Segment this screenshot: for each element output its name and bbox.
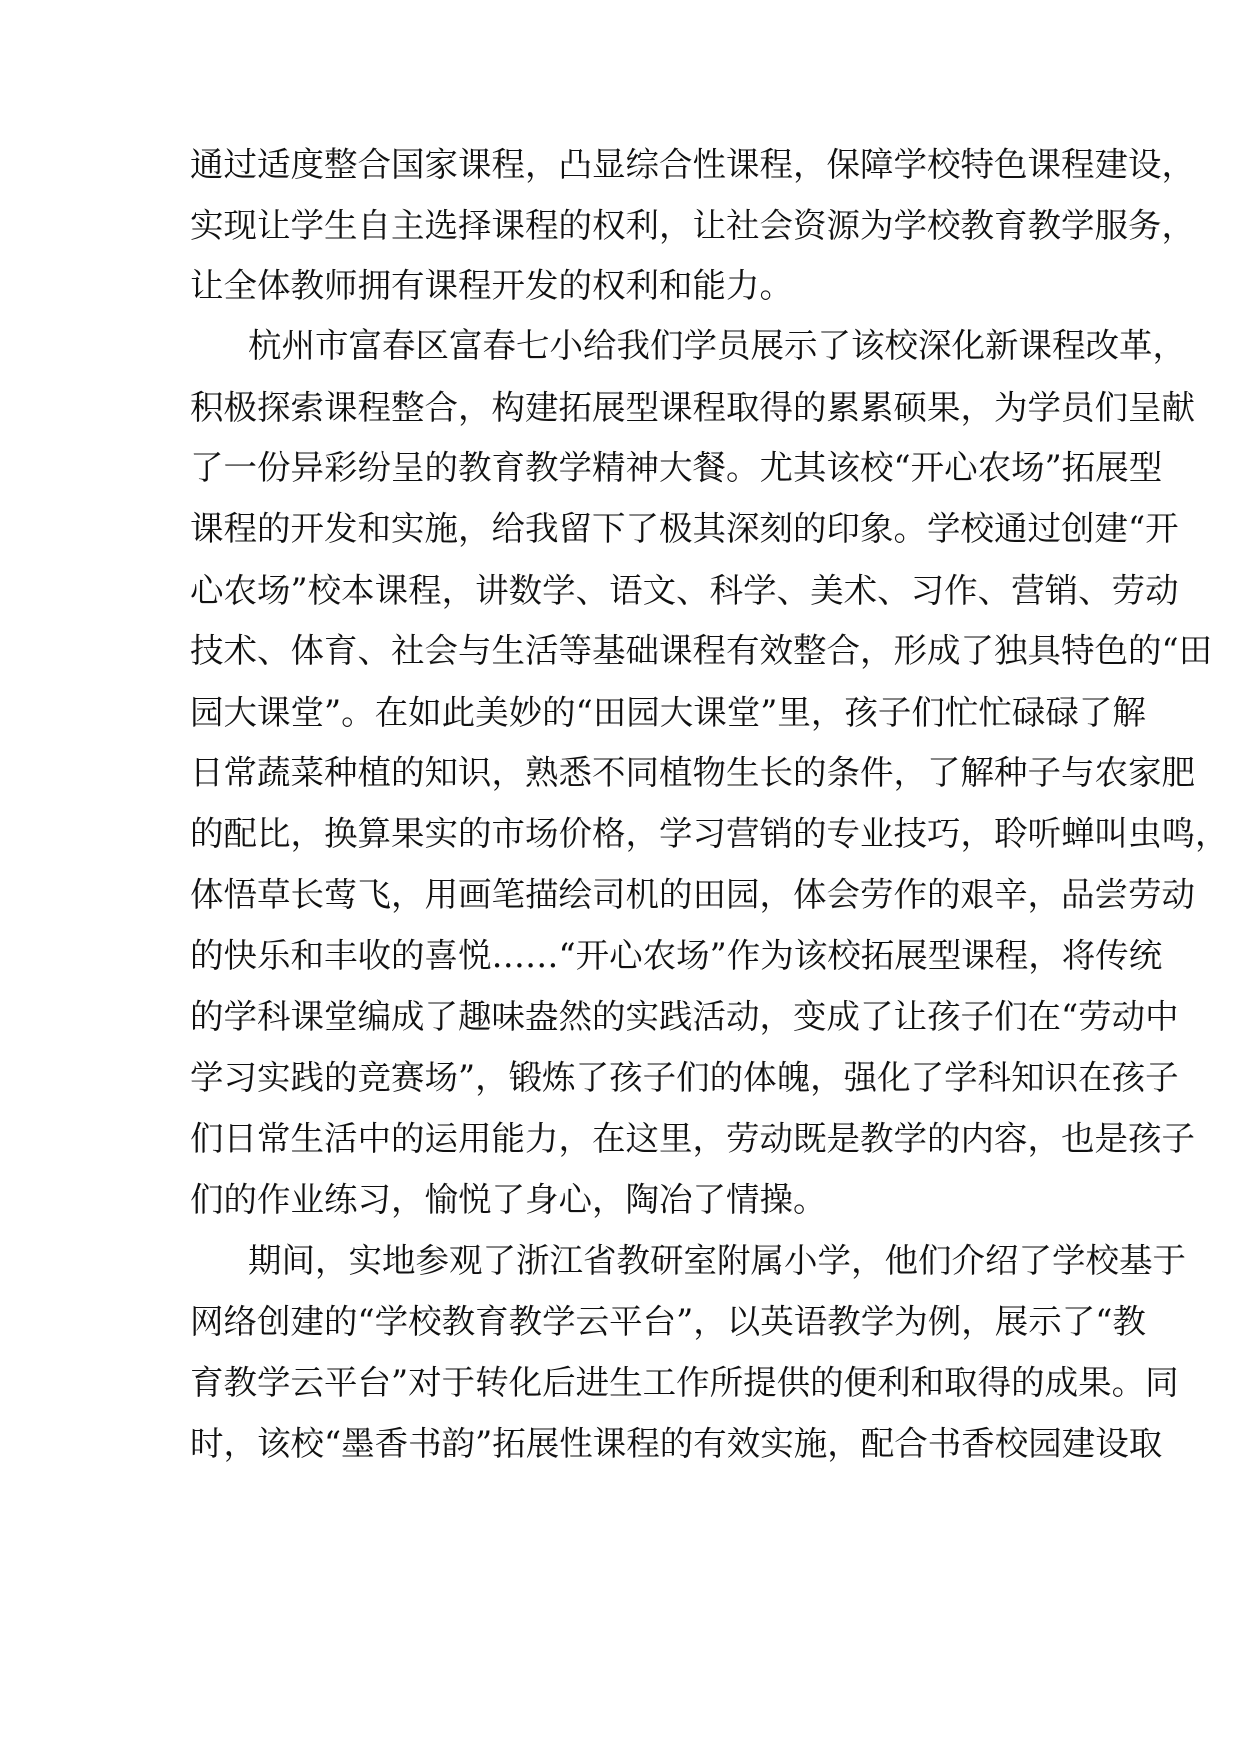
paragraph-1-line-2: 实现让学生自主选择课程的权利，让社会资源为学校教育教学服务， xyxy=(190,206,1195,245)
paragraph-2-line-8: 日常蔬菜种植的知识，熟悉不同植物生长的条件，了解种子与农家肥 xyxy=(190,753,1195,792)
paragraph-1-line-1: 通过适度整合国家课程，凸显综合性课程，保障学校特色课程建设， xyxy=(190,145,1195,184)
paragraph-2-line-1: 杭州市富春区富春七小给我们学员展示了该校深化新课程改革， xyxy=(248,326,1186,365)
paragraph-2-line-13: 学习实践的竞赛场”，锻炼了孩子们的体魄，强化了学科知识在孩子 xyxy=(190,1058,1179,1097)
paragraph-2-line-15: 们的作业练习，愉悦了身心，陶冶了情操。 xyxy=(190,1180,827,1219)
paragraph-2-line-10: 体悟草长莺飞，用画笔描绘司机的田园，体会劳作的艰辛，品尝劳动 xyxy=(190,875,1195,914)
paragraph-2-line-6: 技术、体育、社会与生活等基础课程有效整合，形成了独具特色的“田 xyxy=(190,631,1213,670)
paragraph-2-line-12: 的学科课堂编成了趣味盎然的实践活动，变成了让孩子们在“劳动中 xyxy=(190,997,1179,1036)
paragraph-3-line-1: 期间，实地参观了浙江省教研室附属小学，他们介绍了学校基于 xyxy=(248,1241,1186,1280)
paragraph-3-line-4: 时，该校“墨香书韵”拓展性课程的有效实施，配合书香校园建设取 xyxy=(190,1424,1163,1463)
paragraph-3-line-2: 网络创建的“学校教育教学云平台”，以英语教学为例，展示了“教 xyxy=(190,1302,1146,1341)
paragraph-2-line-9: 的配比，换算果实的市场价格，学习营销的专业技巧，聆听蝉叫虫鸣， xyxy=(190,814,1229,853)
paragraph-2-line-11: 的快乐和丰收的喜悦……“开心农场”作为该校拓展型课程，将传统 xyxy=(190,936,1163,975)
paragraph-1-line-3: 让全体教师拥有课程开发的权利和能力。 xyxy=(190,266,793,305)
paragraph-2-line-7: 园大课堂”。在如此美妙的“田园大课堂”里，孩子们忙忙碌碌了解 xyxy=(190,693,1146,732)
paragraph-3-line-3: 育教学云平台”对于转化后进生工作所提供的便利和取得的成果。同 xyxy=(190,1363,1179,1402)
paragraph-2-line-2: 积极探索课程整合，构建拓展型课程取得的累累硕果，为学员们呈献 xyxy=(190,388,1195,427)
paragraph-2-line-3: 了一份异彩纷呈的教育教学精神大餐。尤其该校“开心农场”拓展型 xyxy=(190,448,1163,487)
paragraph-2-line-4: 课程的开发和实施，给我留下了极其深刻的印象。学校通过创建“开 xyxy=(190,509,1179,548)
paragraph-2-line-14: 们日常生活中的运用能力，在这里，劳动既是教学的内容，也是孩子 xyxy=(190,1119,1195,1158)
paragraph-2-line-5: 心农场”校本课程，讲数学、语文、科学、美术、习作、营销、劳动 xyxy=(190,571,1179,610)
